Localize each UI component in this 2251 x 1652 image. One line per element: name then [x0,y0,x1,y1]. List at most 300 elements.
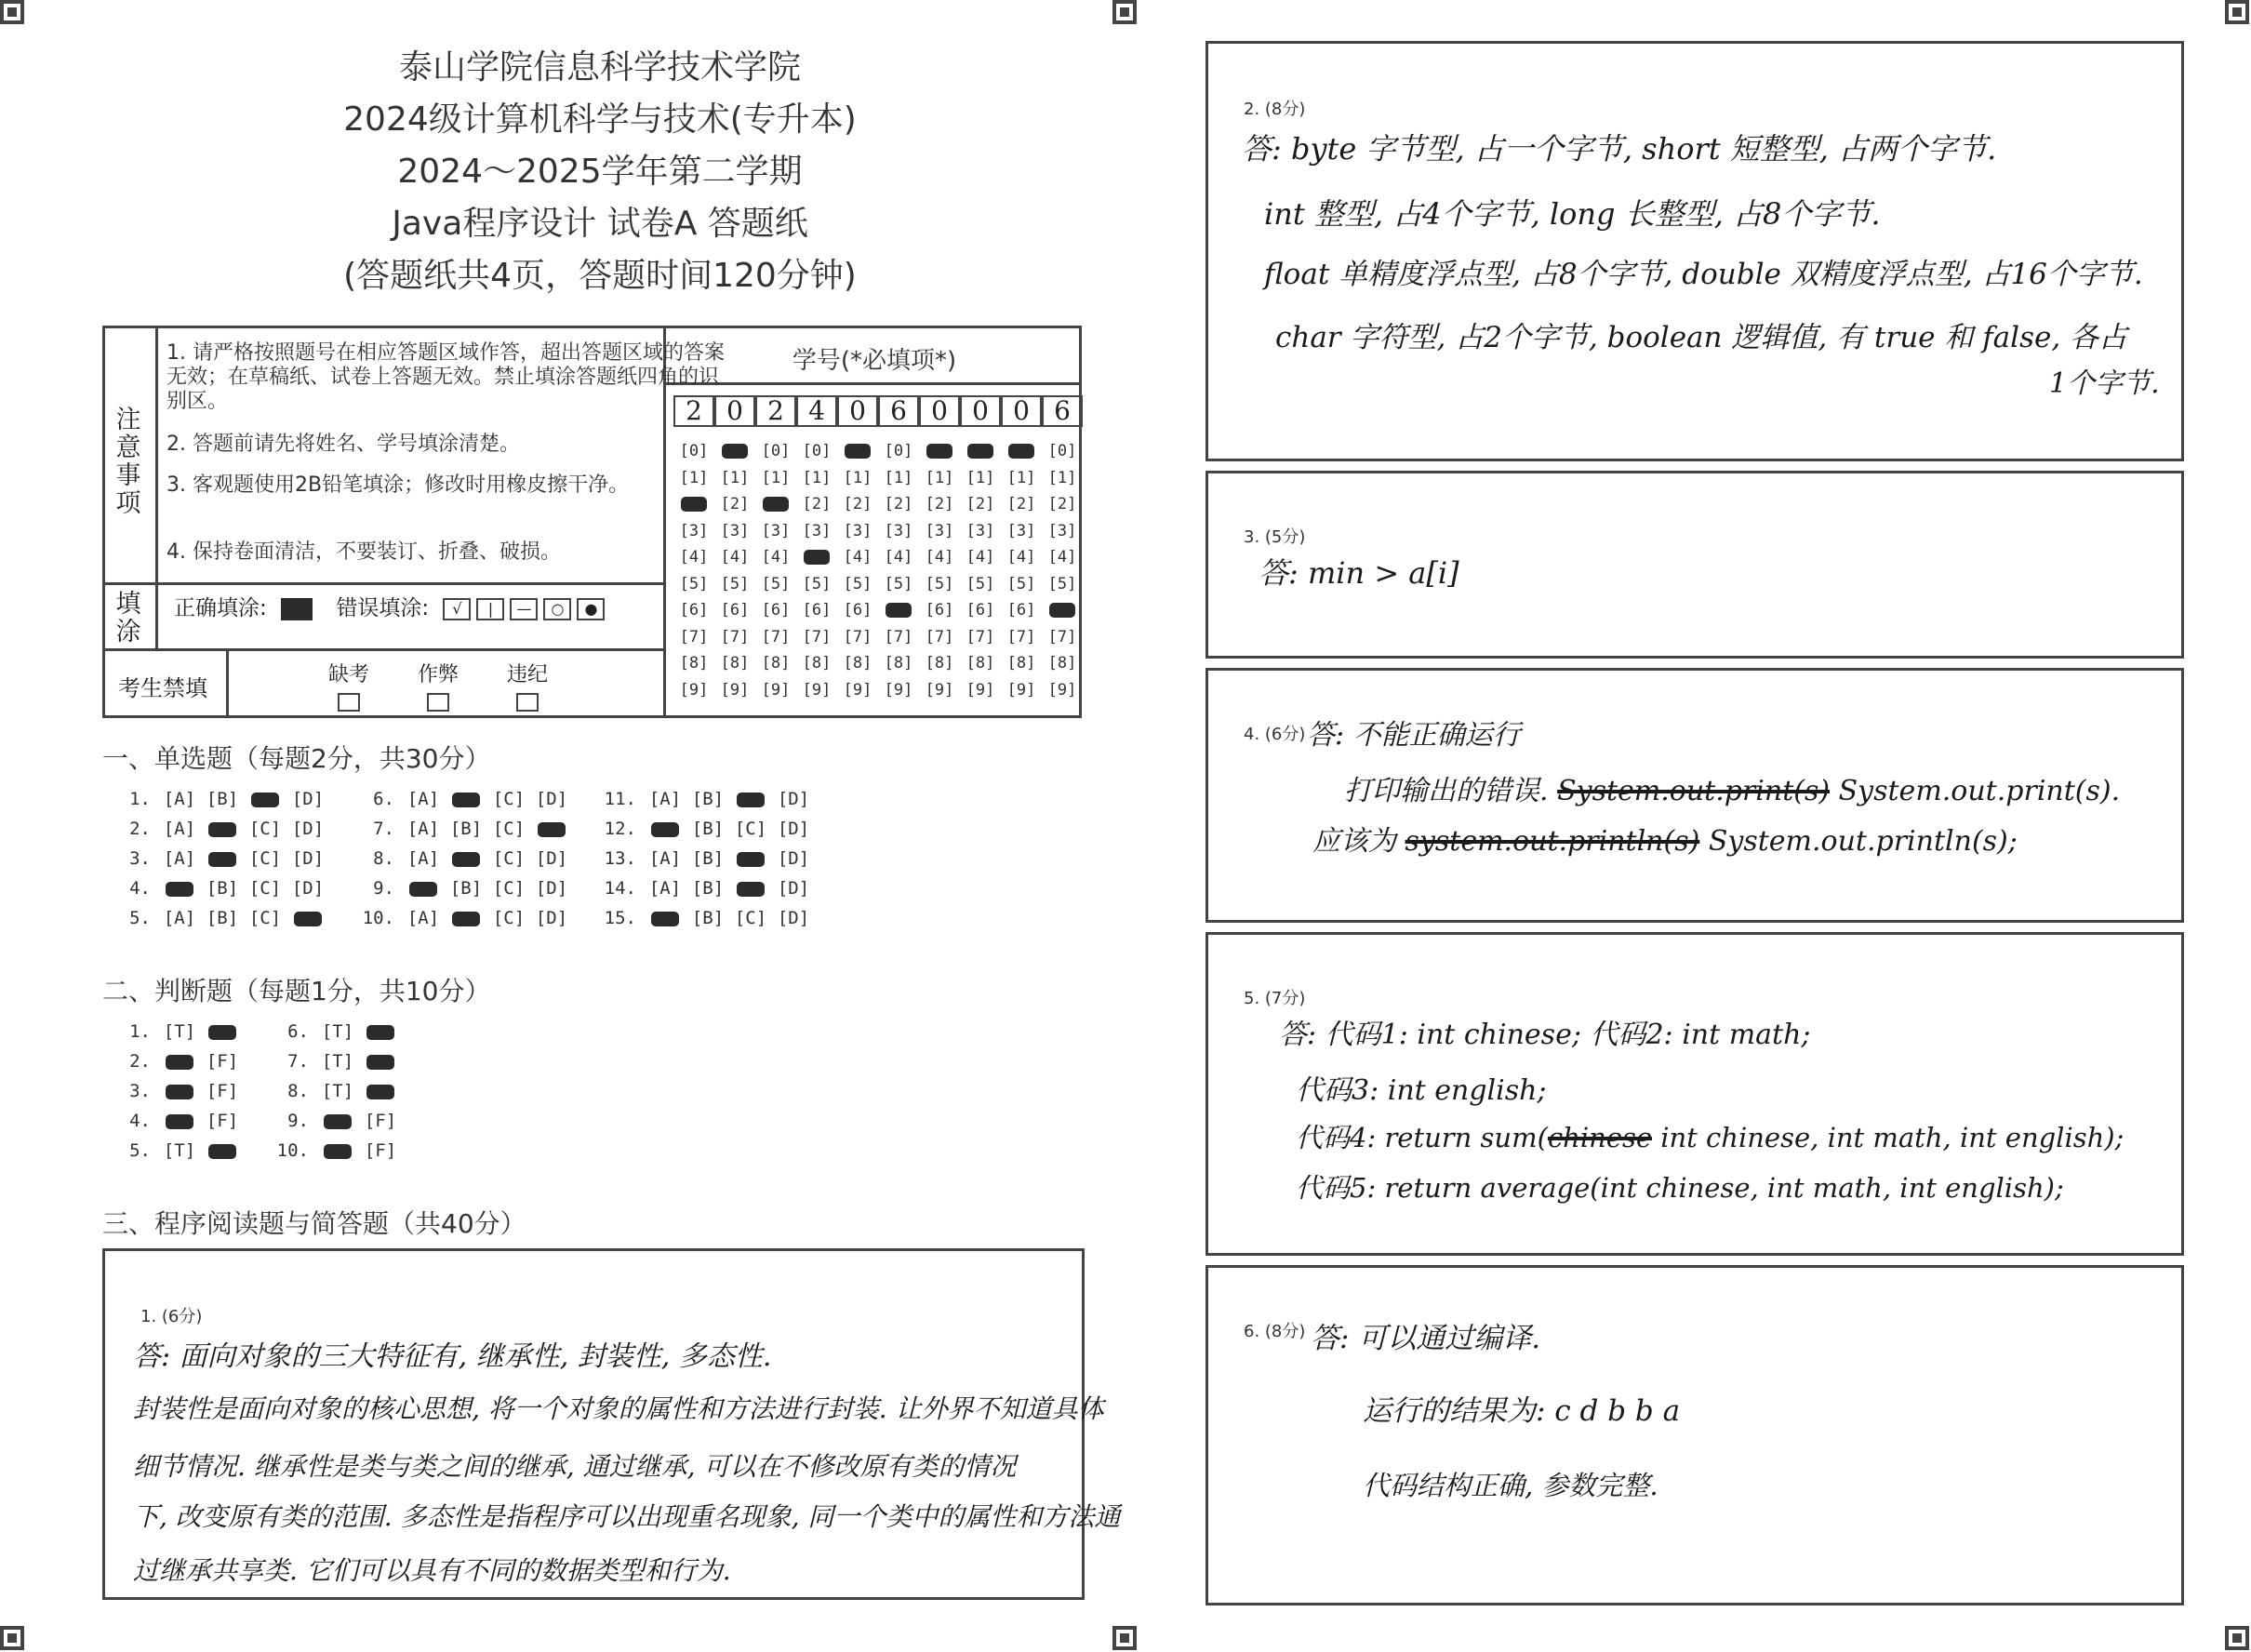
student-id-bubble[interactable]: [7] [679,627,709,646]
student-id-bubble[interactable]: [3] [884,521,913,540]
option-bubble[interactable]: [B] [691,848,725,869]
student-id-bubble[interactable]: [2] [925,495,954,513]
student-id-bubble[interactable]: [7] [720,627,750,646]
option-bubble[interactable]: [D] [535,789,568,809]
student-id-bubble[interactable]: [1] [679,468,709,487]
q6-line-1: 答: 可以通过编译. [1311,1322,1541,1355]
ban-violation[interactable]: 违纪 [490,659,565,712]
student-id-bubble[interactable]: [5] [679,574,709,593]
filled-bubble [763,497,789,512]
filled-option-bubble[interactable] [316,1111,359,1131]
filled-option-bubble[interactable] [158,1051,201,1072]
student-id-bubble[interactable]: [1] [1047,468,1077,487]
student-id-bubble[interactable]: [7] [1047,627,1077,646]
q5-answer-box[interactable] [1205,932,2184,1256]
option-bubble[interactable]: [D] [535,908,568,928]
filled-option-bubble[interactable] [286,908,329,928]
option-bubble[interactable]: [D] [535,848,568,869]
wrong-fill-circle: ○ [543,598,571,620]
filled-option-bubble[interactable] [359,1051,402,1072]
q1-answer-box[interactable] [102,1248,1121,1600]
mcq-row [112,819,329,839]
student-id-bubble[interactable]: [0] [1047,442,1077,460]
student-id-bubble[interactable]: [9] [802,680,832,699]
student-id-bubble[interactable]: [9] [679,680,709,699]
student-id-bubble[interactable]: [5] [1047,574,1077,593]
option-bubble[interactable]: [A] [163,789,196,809]
student-id-bubble[interactable]: [6] [966,601,995,620]
corner-mark-bottom-middle [1112,1626,1137,1650]
option-bubble[interactable]: [A] [648,848,682,869]
ban-cheat[interactable]: 作弊 [401,659,475,712]
q4-line-1: 答: 不能正确运行 [1307,719,1521,752]
filled-option-bubble[interactable] [158,878,201,899]
student-id-bubble[interactable]: [8] [679,654,709,673]
q6-line-2: 运行的结果为: c d b b a [1363,1394,1681,1428]
q5-line-3: 代码4: return sum(chinese int chinese, int math, int english); [1296,1122,2124,1153]
q4-line-2: 打印输出的错误. System.out.print(s) System.out.print(s). [1344,775,2121,807]
mcq-row [112,848,329,869]
option-bubble[interactable]: [A] [163,848,196,869]
student-id-bubble[interactable] [755,491,796,518]
corner-mark-bottom-right [2225,1626,2249,1650]
student-id-bubble[interactable]: [2] [884,495,913,513]
student-id-bubble[interactable]: [8] [884,654,913,673]
student-id-bubble[interactable]: [2] [1006,495,1036,513]
option-bubble[interactable]: [D] [291,789,325,809]
student-id-bubble[interactable]: [3] [925,521,954,540]
option-bubble[interactable]: [C] [248,878,282,899]
student-id-digit: 6 [878,395,919,427]
student-id-bubble[interactable]: [9] [884,680,913,699]
student-id-bubble[interactable]: [4] [884,548,913,566]
option-bubble[interactable]: [C] [492,878,526,899]
student-id-bubble-row [673,518,1083,545]
question-number: 3. [129,1081,151,1101]
student-id-bubble[interactable]: [7] [966,627,995,646]
question-number: 5. [129,908,151,928]
filled-option-bubble[interactable] [644,819,686,839]
student-id-digit: 0 [714,395,755,427]
student-id-bubble[interactable]: [8] [720,654,750,673]
option-bubble[interactable]: [T] [163,1140,196,1161]
student-id-bubble[interactable]: [8] [1006,654,1036,673]
filled-option-bubble[interactable] [729,848,772,869]
filled-option-bubble[interactable] [729,789,772,809]
q5-line-5: 代码5: return average(int chinese, int math, int english); [1296,1172,2064,1204]
student-id-bubble[interactable]: [5] [761,574,791,593]
filled-option-bubble[interactable] [201,1021,244,1042]
student-id-bubble[interactable]: [5] [843,574,872,593]
option-bubble[interactable]: [C] [248,848,282,869]
option-bubble[interactable]: [B] [691,789,725,809]
filled-option-bubble[interactable] [644,908,686,928]
student-id-bubble[interactable]: [2] [1047,495,1077,513]
student-id-bubble[interactable]: [3] [679,521,709,540]
student-id-bubble[interactable]: [5] [925,574,954,593]
student-id-bubble[interactable]: [5] [802,574,832,593]
student-id-bubble-row [673,465,1083,492]
student-id-bubble[interactable]: [9] [925,680,954,699]
student-id-bubble[interactable]: [1] [843,468,872,487]
mcq-row [597,878,815,899]
student-id-bubble[interactable] [796,544,837,571]
student-id-bubble[interactable]: [2] [802,495,832,513]
filled-option-bubble[interactable] [729,878,772,899]
corner-mark-top-middle [1112,0,1137,24]
option-bubble[interactable]: [D] [291,848,325,869]
question-number: 7. [373,819,394,839]
student-id-bubble[interactable]: [3] [966,521,995,540]
filled-option-bubble[interactable] [445,908,487,928]
option-bubble[interactable]: [F] [206,1081,239,1101]
corner-mark-top-right [2225,0,2249,24]
filled-bubble [1008,444,1034,459]
student-id-bubble[interactable]: [0] [761,442,791,460]
question-number: 9. [287,1111,309,1131]
option-bubble[interactable]: [C] [734,908,767,928]
tf-row [270,1021,402,1042]
student-id-bubble[interactable]: [8] [761,654,791,673]
option-bubble[interactable]: [B] [206,789,239,809]
student-id-bubble[interactable]: [7] [843,627,872,646]
class-title: 2024级计算机科学与技术(专升本) [343,100,857,139]
student-id-bubble[interactable]: [7] [802,627,832,646]
option-bubble[interactable]: [C] [492,848,526,869]
filled-option-bubble[interactable] [359,1081,402,1101]
q6-line-3: 代码结构正确, 参数完整. [1363,1470,1658,1501]
option-bubble[interactable]: [C] [492,819,526,839]
filled-bubble [1049,603,1075,618]
q5-line-1: 答: 代码1: int chinese; 代码2: int math; [1279,1019,1811,1051]
option-bubble[interactable]: [D] [777,908,810,928]
option-bubble[interactable]: [B] [449,878,483,899]
note-item-3: 3. 客观题使用2B铅笔填涂；修改时用橡皮擦干净。 [166,473,630,497]
notes-label: 注意事项 [115,406,141,518]
q2-header: 2. (8分) [1244,100,1306,119]
student-id-bubble[interactable]: [3] [1047,521,1077,540]
option-bubble[interactable]: [C] [734,819,767,839]
student-id-bubble-row [673,677,1083,704]
note-item-2: 2. 答题前请先将姓名、学号填涂清楚。 [166,433,520,456]
student-id-bubble[interactable]: [4] [1047,548,1077,566]
wrong-fill-bar: | [476,598,504,620]
student-id-bubble[interactable] [919,438,960,465]
option-bubble[interactable]: [A] [406,908,440,928]
option-bubble[interactable]: [C] [248,908,282,928]
ban-row [105,648,663,722]
question-number: 6. [287,1021,309,1042]
mcq-row [597,819,815,839]
student-id-bubble[interactable] [837,438,878,465]
filled-option-bubble[interactable] [244,789,286,809]
student-id-digit: 0 [960,395,1001,427]
student-id-bubble[interactable] [878,597,919,624]
option-bubble[interactable]: [D] [777,789,810,809]
exam-info: (答题纸共4页，答题时间120分钟) [343,257,857,295]
option-bubble[interactable]: [B] [691,819,725,839]
q1-line-1: 答: 面向对象的三大特征有, 继承性, 封装性, 多态性. [133,1340,772,1373]
student-id-bubble-row [673,571,1083,598]
student-id-bubble[interactable]: [1] [925,468,954,487]
student-id-bubble[interactable]: [1] [966,468,995,487]
q5-header: 5. (7分) [1244,989,1306,1008]
filled-bubble [886,603,912,618]
filled-option-bubble[interactable] [158,1111,201,1131]
student-id-bubble[interactable]: [6] [720,601,750,620]
student-id-bubble[interactable] [1042,597,1083,624]
option-bubble[interactable]: [F] [364,1111,397,1131]
mcq-row [355,908,573,928]
filled-option-bubble[interactable] [359,1021,402,1042]
q2-line-5: 1个字节. [2049,367,2160,400]
wrong-fill-check: √ [443,598,471,620]
student-id-bubble[interactable]: [3] [802,521,832,540]
option-bubble[interactable]: [T] [321,1051,354,1072]
student-id-bubble[interactable]: [0] [802,442,832,460]
option-bubble[interactable]: [A] [163,819,196,839]
student-id-bubble[interactable]: [3] [720,521,750,540]
student-id-bubble[interactable]: [4] [966,548,995,566]
question-number: 11. [604,789,636,809]
student-id-bubble[interactable]: [8] [1047,654,1077,673]
student-id-bubble[interactable]: [4] [1006,548,1036,566]
filled-bubble [804,550,830,565]
student-id-bubble[interactable]: [1] [1006,468,1036,487]
tf-row [270,1081,402,1101]
student-id-bubble-grid[interactable] [673,438,1083,703]
fill-label: 填涂 [115,590,141,646]
student-id-bubble[interactable] [673,491,714,518]
option-bubble[interactable]: [B] [691,878,725,899]
student-id-bubble[interactable]: [4] [843,548,872,566]
student-id-bubble[interactable]: [1] [884,468,913,487]
tf-row [270,1051,402,1072]
corner-mark-bottom-left [0,1626,24,1650]
question-number: 10. [276,1140,309,1161]
filled-option-bubble[interactable] [201,819,244,839]
student-id-bubble[interactable]: [9] [1047,680,1077,699]
student-id-bubble[interactable]: [6] [761,601,791,620]
student-id-bubble[interactable]: [7] [761,627,791,646]
student-id-bubble[interactable]: [9] [843,680,872,699]
tf-row [270,1111,402,1131]
option-bubble[interactable]: [D] [777,878,810,899]
notes-panel [102,326,1082,718]
student-id-bubble[interactable]: [6] [843,601,872,620]
question-number: 6. [373,789,394,809]
note-item-1: 1. 请严格按照题号在相应答题区域作答，超出答题区域的答案无效；在草稿纸、试卷上答题无效。禁止填涂答题纸四角的识别区。 [166,341,725,413]
option-bubble[interactable]: [C] [492,789,526,809]
filled-bubble [967,444,993,459]
tf-row [112,1140,244,1161]
question-number: 14. [604,878,636,899]
question-number: 9. [373,878,394,899]
question-number: 8. [373,848,394,869]
option-bubble[interactable]: [D] [777,848,810,869]
q3-header: 3. (5分) [1244,527,1306,547]
filled-option-bubble[interactable] [201,1140,244,1161]
student-id-bubble[interactable]: [4] [679,548,709,566]
wrong-fill-dot: ● [577,598,605,620]
option-bubble[interactable]: [C] [248,819,282,839]
q6-header: 6. (8分) [1244,1322,1306,1341]
q5-line-2: 代码3: int english; [1296,1074,1547,1107]
filled-option-bubble[interactable] [530,819,573,839]
student-id-bubble[interactable]: [9] [966,680,995,699]
mcq-row [355,789,573,809]
q2-answer-box[interactable] [1205,41,2184,461]
q4-header: 4. (6分) [1244,725,1306,744]
mcq-row [112,789,329,809]
mcq-row [355,819,573,839]
section2-title: 二、判断题（每题1分，共10分） [102,976,491,1006]
question-number: 3. [129,848,151,869]
q2-line-4: char 字符型, 占2个字节, boolean 逻辑值, 有 true 和 false, 各占 [1275,321,2128,354]
student-id-bubble[interactable]: [2] [966,495,995,513]
ban-label: 考生禁填 [118,675,207,701]
filled-bubble [845,444,871,459]
student-id-bubble[interactable]: [7] [884,627,913,646]
note-item-4: 4. 保持卷面清洁，不要装订、折叠、破损。 [166,540,561,564]
question-number: 15. [604,908,636,928]
corner-mark-top-left [0,0,24,24]
tf-row [112,1051,244,1072]
option-bubble[interactable]: [A] [648,878,682,899]
student-id-bubble[interactable] [714,438,755,465]
student-id-bubble[interactable]: [3] [1006,521,1036,540]
option-bubble[interactable]: [D] [291,819,325,839]
ban-absent[interactable]: 缺考 [312,659,386,712]
option-bubble[interactable]: [A] [406,789,440,809]
student-id-bubble[interactable]: [5] [966,574,995,593]
student-id-bubble[interactable]: [1] [720,468,750,487]
student-id-bubble[interactable]: [0] [884,442,913,460]
tf-row [112,1111,244,1131]
school-title: 泰山学院信息科学技术学院 [398,48,801,87]
student-id-digit: 2 [673,395,714,427]
option-bubble[interactable]: [D] [291,878,325,899]
student-id-bubble[interactable]: [3] [843,521,872,540]
option-bubble[interactable]: [A] [163,908,196,928]
option-bubble[interactable]: [T] [321,1081,354,1101]
q2-line-3: float 单精度浮点型, 占8个字节, double 双精度浮点型, 占16个字节. [1264,258,2143,291]
student-id-digit: 4 [796,395,837,427]
option-bubble[interactable]: [A] [406,848,440,869]
student-id-bubble[interactable]: [6] [679,601,709,620]
student-id-bubble[interactable]: [5] [720,574,750,593]
q4-answer-box[interactable] [1205,668,2184,923]
student-id-bubble[interactable]: [2] [843,495,872,513]
student-id-bubble[interactable]: [3] [761,521,791,540]
tf-row [270,1140,402,1161]
filled-option-bubble[interactable] [158,1081,201,1101]
q1-header: 1. (6分) [140,1307,203,1326]
question-number: 7. [287,1051,309,1072]
filled-option-bubble[interactable] [316,1140,359,1161]
student-id-bubble[interactable]: [1] [761,468,791,487]
option-bubble[interactable]: [D] [777,819,810,839]
q3-answer-box[interactable] [1205,471,2184,659]
filled-option-bubble[interactable] [445,848,487,869]
student-id-bubble[interactable]: [2] [720,495,750,513]
section1-title: 一、单选题（每题2分，共30分） [102,743,491,774]
option-bubble[interactable]: [T] [321,1021,354,1042]
student-id-bubble[interactable] [960,438,1001,465]
question-number: 12. [604,819,636,839]
option-bubble[interactable]: [B] [691,908,725,928]
option-bubble[interactable]: [A] [406,819,440,839]
option-bubble[interactable]: [F] [364,1140,397,1161]
student-id-bubble[interactable]: [4] [761,548,791,566]
filled-option-bubble[interactable] [402,878,445,899]
filled-option-bubble[interactable] [201,848,244,869]
student-id-bubble[interactable]: [9] [1006,680,1036,699]
option-bubble[interactable]: [B] [449,819,483,839]
student-id-digit: 0 [837,395,878,427]
student-id-bubble[interactable]: [5] [1006,574,1036,593]
question-number: 13. [604,848,636,869]
student-id-bubble-row [673,438,1083,465]
option-bubble[interactable]: [C] [492,908,526,928]
student-id-bubble[interactable]: [9] [720,680,750,699]
student-id-bubble[interactable]: [5] [884,574,913,593]
student-id-bubble[interactable]: [6] [802,601,832,620]
question-number: 1. [129,789,151,809]
q2-line-1: 答: byte 字节型, 占一个字节, short 短整型, 占两个字节. [1242,131,1997,167]
student-id-bubble[interactable] [1001,438,1042,465]
option-bubble[interactable]: [T] [163,1021,196,1042]
student-id-bubble[interactable]: [8] [925,654,954,673]
q4-line-3: 应该为 system.out.println(s) System.out.println(s); [1312,825,2018,858]
student-id-bubble[interactable]: [1] [802,468,832,487]
option-bubble[interactable]: [D] [535,878,568,899]
student-id-bubble[interactable]: [7] [1006,627,1036,646]
student-id-bubble[interactable]: [0] [679,442,709,460]
option-bubble[interactable]: [B] [206,878,239,899]
student-id-bubble-row [673,650,1083,677]
student-id-bubble[interactable]: [8] [802,654,832,673]
option-bubble[interactable]: [F] [206,1051,239,1072]
student-id-bubble-row [673,597,1083,624]
filled-option-bubble[interactable] [445,789,487,809]
student-id-digit: 2 [755,395,796,427]
student-id-bubble[interactable]: [8] [843,654,872,673]
filled-bubble [926,444,952,459]
q6-answer-box[interactable] [1205,1265,2184,1605]
option-bubble[interactable]: [F] [206,1111,239,1131]
term-title: 2024～2025学年第二学期 [397,153,803,191]
student-id-bubble[interactable]: [4] [925,548,954,566]
student-id-bubble[interactable]: [8] [966,654,995,673]
filled-bubble [681,497,707,512]
student-id-bubble[interactable]: [6] [1006,601,1036,620]
student-id-bubble[interactable]: [7] [925,627,954,646]
wrong-fill-label: 错误填涂: [336,596,430,620]
student-id-bubble[interactable]: [6] [925,601,954,620]
option-bubble[interactable]: [B] [206,908,239,928]
correct-fill-label: 正确填涂: [174,596,267,620]
question-number: 5. [129,1140,151,1161]
student-id-bubble[interactable]: [9] [761,680,791,699]
option-bubble[interactable]: [A] [648,789,682,809]
student-id-bubble-row [673,491,1083,518]
q1-line-4: 下, 改变原有类的范围. 多态性是指程序可以出现重名现象, 同一个类中的属性和方法通 [133,1501,1121,1532]
filled-bubble [722,444,748,459]
student-id-bubble[interactable]: [4] [720,548,750,566]
tf-row [112,1021,244,1042]
student-id-digit: 6 [1042,395,1083,427]
